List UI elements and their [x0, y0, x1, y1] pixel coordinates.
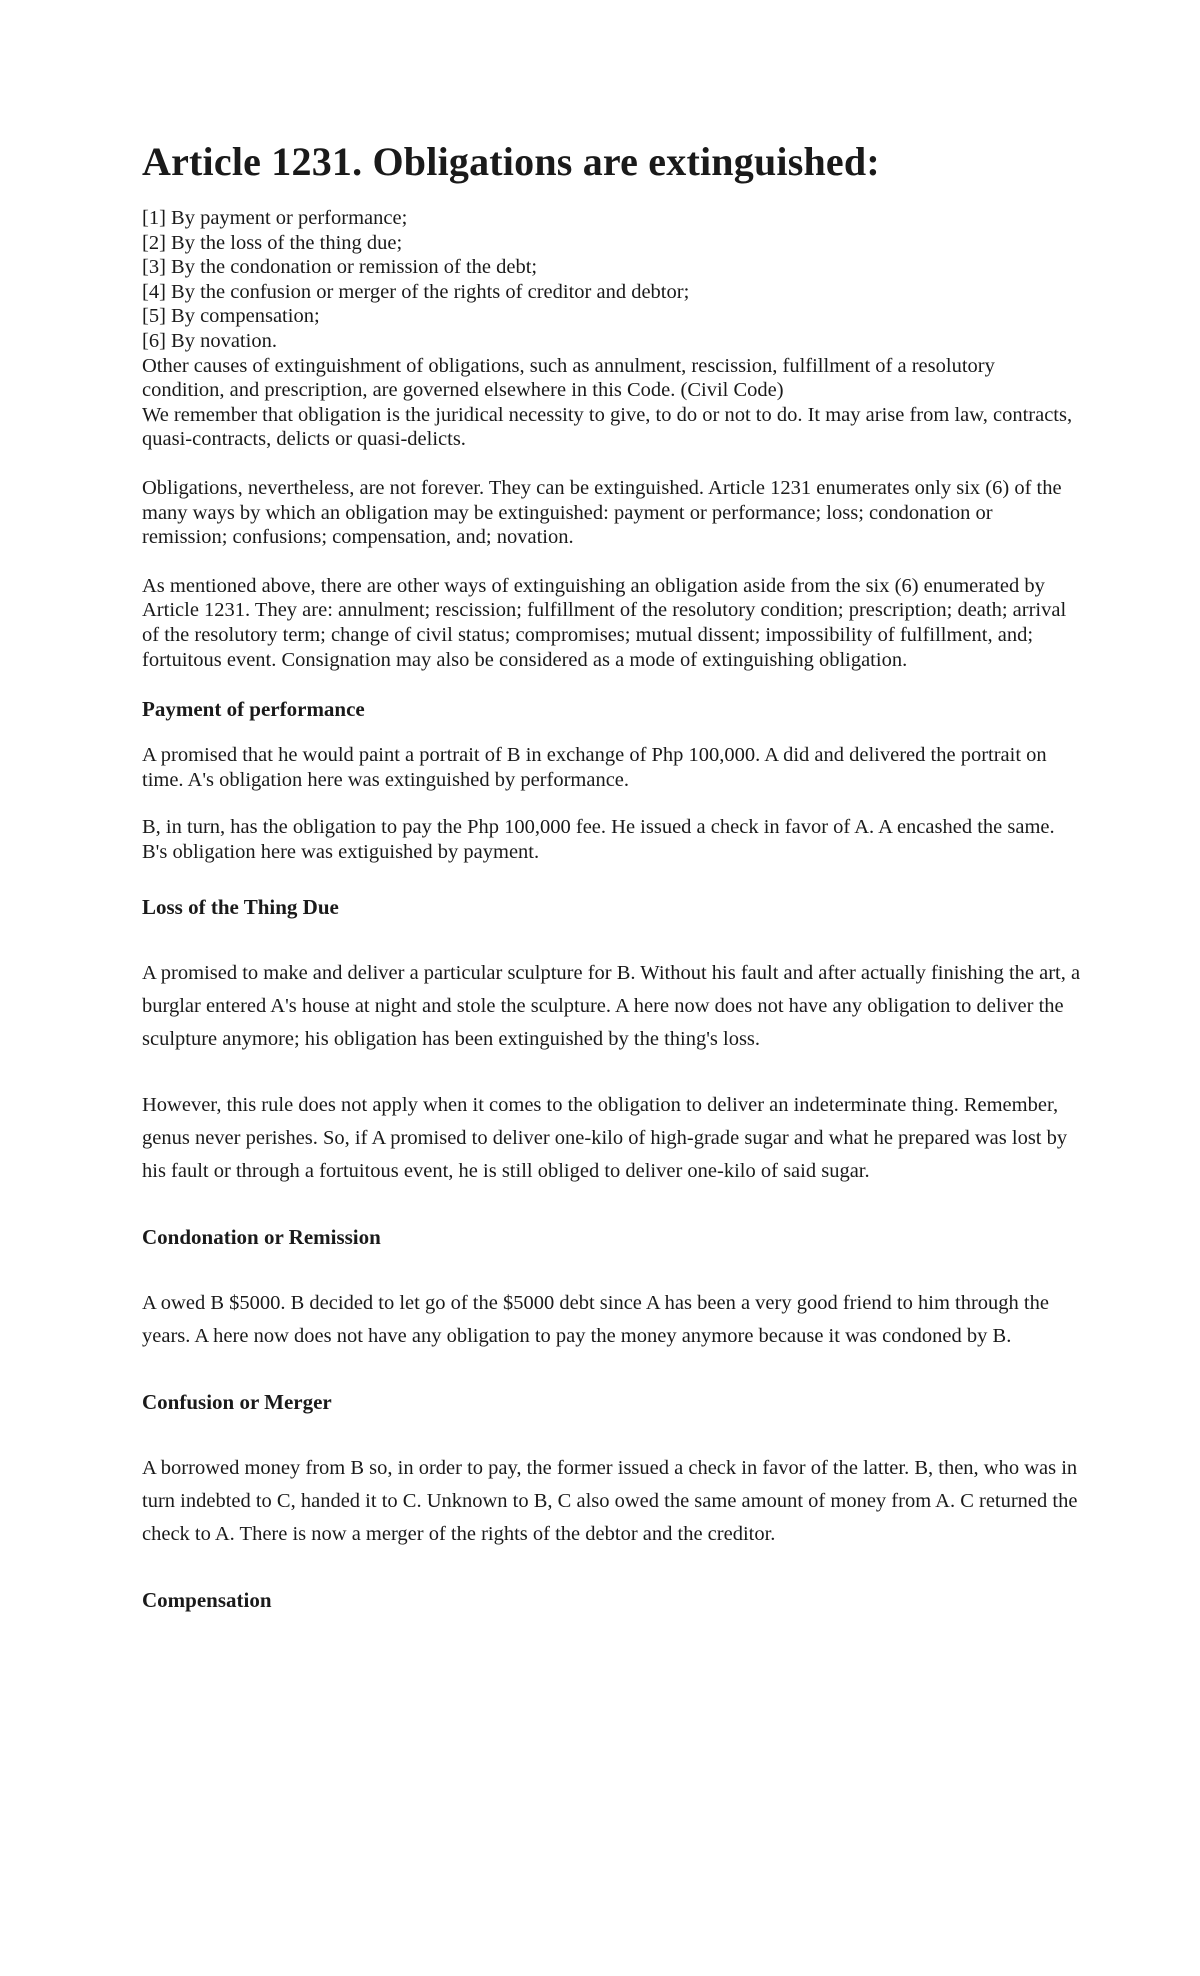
condonation-heading: Condonation or Remission — [142, 1225, 381, 1250]
compensation-heading: Compensation — [142, 1588, 272, 1613]
spacer — [142, 1353, 1082, 1386]
other-ways-block — [142, 574, 1082, 672]
loose-sections — [142, 891, 1082, 1617]
payment-paragraph: A promised that he would paint a portrait of B in exchange of Php 100,000. A did and delivered the portrait on time. A's obligation here was extinguished by performance. — [142, 744, 1047, 791]
confusion-paragraph: A borrowed money from B so, in order to pay, the former issued a check in favor of the latter. B, then, who was in turn indebted to C, handed it to C. Unknown to B, C also owed the same amount of money from A. C returned the check to A. There is now a merger of the rights of the debtor and the creditor. — [142, 1457, 1078, 1546]
loss-paragraph: A promised to make and deliver a particular sculpture for B. Without his fault and after actually finishing the art, a burglar entered A's house at night and stole the sculpture. A here now does not have any obligation to deliver the sculpture anymore; his obligation has been extinguished by the thing's loss. — [142, 962, 1081, 1051]
loss-heading: Loss of the Thing Due — [142, 895, 339, 920]
forever-block — [142, 476, 1082, 550]
article-item: [2] By the loss of the thing due; — [142, 231, 403, 254]
spacer — [142, 924, 1082, 957]
forever-paragraph: Obligations, nevertheless, are not forever. They can be extinguished. Article 1231 enumerates only six (6) of the many ways by which an obligation may be extinguished: payment or performance; loss; condonation or remission; confusions; compensation, and; novation. — [142, 476, 1062, 549]
condonation-paragraph: A owed B $5000. B decided to let go of the $5000 debt since A has been a very good friend to him through the years. A here now does not have any obligation to pay the money anymore because it was condoned by B. — [142, 1292, 1049, 1348]
spacer — [142, 1056, 1082, 1089]
other-ways-paragraph: As mentioned above, there are other ways of extinguishing an obligation aside from the six (6) enumerated by Article 1231. They are: annulment; rescission; fulfillment of the resolutory condition; prescription; death; arrival of the resolutory term; change of civil status; compromises; mutual dissent; impossibility of fulfillment, and; fortuitous event. Consignation may also be considered as a mode of extinguishing obligation. — [142, 574, 1067, 671]
remember-paragraph: We remember that obligation is the juridical necessity to give, to do or not to do. It may arise from law, contracts, quasi-contracts, delicts or quasi-delicts. — [142, 403, 1073, 451]
article-item: [5] By compensation; — [142, 305, 320, 328]
confusion-heading: Confusion or Merger — [142, 1390, 332, 1415]
loss-paragraph: However, this rule does not apply when it comes to the obligation to deliver an indeterminate thing. Remember, genus never perishes. So, if A promised to deliver one-kilo of high-grade sugar and what he prepared was lost by his fault or through a fortuitous event, he is still obliged to deliver one-kilo of said sugar. — [142, 1094, 1068, 1183]
spacer — [142, 1419, 1082, 1452]
article-item: [4] By the confusion or merger of the rights of creditor and debtor; — [142, 280, 690, 303]
article-text — [142, 206, 1082, 452]
payment-paragraph: B, in turn, has the obligation to pay the Php 100,000 fee. He issued a check in favor of A. A encashed the same. B's obligation here was extiguished by payment. — [142, 816, 1055, 863]
spacer — [142, 1254, 1082, 1287]
payment-heading: Payment of performance — [142, 697, 365, 722]
document-page — [142, 136, 1082, 1617]
article-item: [1] By payment or performance; — [142, 207, 408, 229]
other-causes-paragraph: Other causes of extinguishment of obligations, such as annulment, rescission, fulfillment of a resolutory condition, and prescription, are governed elsewhere in this Code. (Civil Code) — [142, 354, 995, 402]
article-item: [6] By novation. — [142, 329, 277, 352]
spacer — [142, 1188, 1082, 1221]
spacer — [142, 1551, 1082, 1584]
page-title: Article 1231. Obligations are extinguished: — [142, 139, 880, 184]
article-item: [3] By the condonation or remission of the debt; — [142, 256, 538, 279]
